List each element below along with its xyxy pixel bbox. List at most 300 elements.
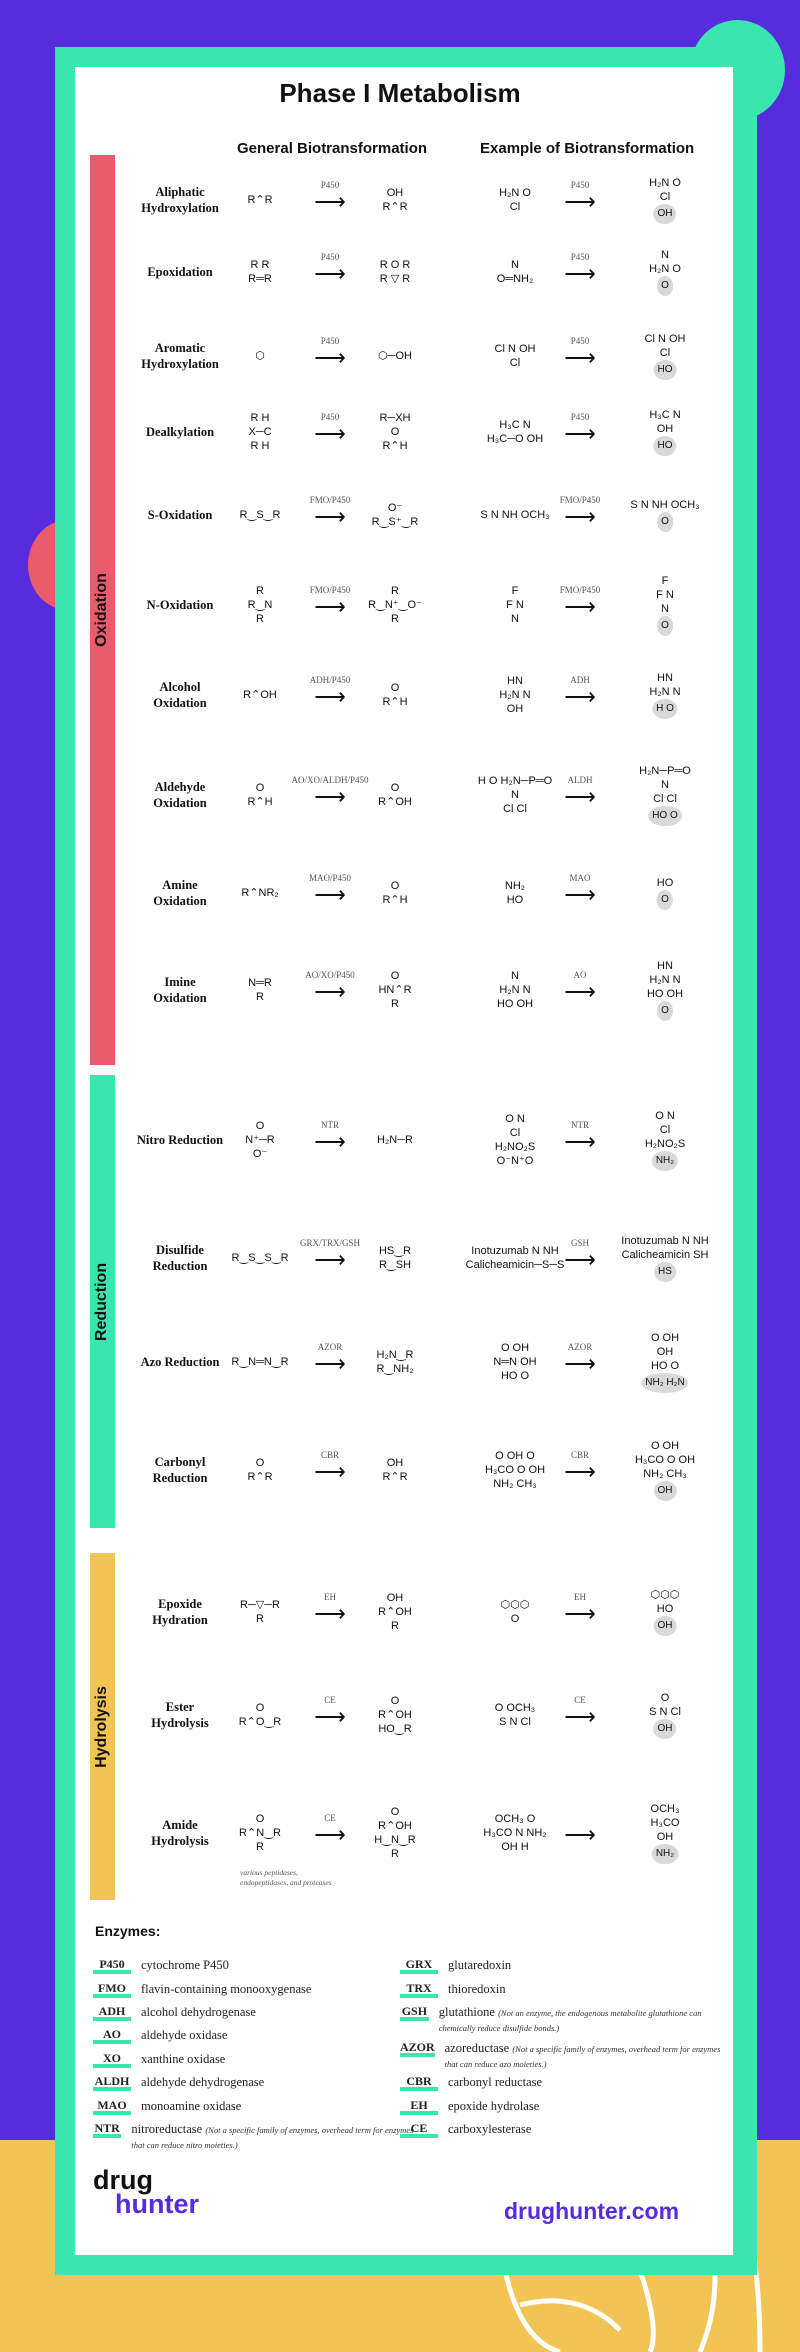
section-label-reduction: Reduction: [93, 1262, 110, 1341]
general-reactant-atom-label: R‿N: [247, 599, 273, 611]
reaction-arrow-icon: ⟶: [314, 261, 346, 286]
example-enzyme-label: P450: [570, 412, 590, 422]
example-product-labels: [657, 876, 674, 910]
example-product-atom-label: H₃C N: [649, 409, 681, 421]
example-product-atom-label: OH: [656, 423, 674, 435]
general-product-labels: [382, 1456, 407, 1484]
reaction-name-line: Carbonyl: [154, 1455, 206, 1469]
enzyme-description: [141, 1958, 229, 1973]
example-reactant-atom-label: OH H: [501, 1841, 529, 1853]
reaction-row: [115, 495, 725, 529]
example-product-atom-label: N: [661, 603, 669, 615]
example-reactant: [497, 969, 533, 1011]
example-enzyme-label: MAO: [569, 873, 591, 883]
reaction-arrow-icon: ⟶: [314, 684, 346, 709]
example-reactant-atom-label: H₃CO N NH₂: [483, 1827, 547, 1839]
general-product: [372, 501, 419, 529]
example-product: [630, 498, 699, 532]
enzyme-legend-item: [400, 1958, 730, 1974]
reaction-arrow-icon: ⟶: [564, 684, 596, 709]
enzyme-description: [141, 2075, 264, 2090]
reaction-arrow-icon: ⟶: [314, 345, 346, 370]
example-product-atom-label: H₃CO: [650, 1817, 680, 1829]
enzyme-name: thioredoxin: [448, 1982, 506, 1996]
general-product-atom-label: R‿N⁺‿O⁻: [368, 599, 422, 611]
general-product-labels: [378, 1591, 412, 1633]
general-product-labels: [377, 1348, 414, 1376]
highlighted-group: H O: [652, 699, 678, 719]
example-enzyme-label: AO: [573, 970, 587, 980]
reaction-name: [125, 340, 235, 372]
general-product: [382, 681, 407, 709]
general-product: [377, 1348, 414, 1376]
reaction-name: [125, 1454, 235, 1486]
enzyme-legend-item: [400, 1982, 730, 1998]
example-product-atom-label: OCH₃: [650, 1803, 680, 1815]
example-product-atom-label: S N Cl: [649, 1706, 681, 1718]
general-reactant-labels: [248, 584, 273, 626]
example-reactant-labels: [497, 969, 533, 1011]
reaction-name-line: Reduction: [152, 1471, 208, 1485]
general-reactant-atom-label: R⌃O‿R: [238, 1716, 282, 1728]
general-product-atom-label: O: [390, 970, 400, 982]
general-product-atom-label: R⌃R: [382, 201, 408, 213]
highlighted-group: HO O: [648, 806, 682, 826]
general-reactant: [248, 258, 272, 286]
example-reactant-atom-label: ⬡⬡⬡: [500, 1599, 530, 1611]
general-reactant-atom-label: N⁺─R: [245, 1134, 275, 1146]
reaction-row: [115, 1332, 725, 1388]
general-reactant: [248, 411, 271, 453]
reaction-arrow-icon: ⟶: [314, 594, 346, 619]
general-reactant: [255, 349, 265, 363]
general-product: [378, 1694, 412, 1736]
enzyme-note: [240, 1868, 332, 1888]
example-product: [651, 1588, 680, 1636]
general-reactant-atom-label: O: [255, 1457, 265, 1469]
reaction-name-line: Reduction: [152, 1259, 208, 1273]
highlighted-group: O: [657, 276, 673, 296]
reaction-arrow-icon: ⟶: [564, 1704, 596, 1729]
general-enzyme-label: ADH/P450: [309, 675, 351, 685]
reaction-name: [125, 1596, 235, 1628]
reaction-arrow-icon: ⟶: [314, 421, 346, 446]
reaction-arrow-icon: ⟶: [564, 1247, 596, 1272]
general-product-atom-label: HO‿R: [378, 1723, 412, 1735]
general-product-atom-label: O: [390, 1695, 400, 1707]
general-reactant: [240, 508, 281, 522]
general-reactant-labels: [239, 1812, 281, 1854]
example-reactant-labels: [506, 584, 524, 626]
general-product-atom-label: H₂N‿R: [376, 1349, 414, 1361]
column-header-example: Example of Biotransformation: [480, 140, 695, 157]
enzyme-abbreviation: ADH: [93, 2005, 131, 2021]
enzyme-legend-item: [93, 1958, 423, 1974]
example-product-atom-label: HN: [657, 672, 673, 684]
general-product-atom-label: R ▽ R: [379, 273, 411, 285]
example-product: [639, 764, 691, 826]
general-product-atom-label: R⌃OH: [378, 1606, 412, 1618]
page-title: Phase I Metabolism: [279, 78, 521, 108]
column-header-general: General Biotransformation: [237, 140, 428, 157]
highlighted-group: O: [657, 890, 673, 910]
general-product-atom-label: O: [390, 682, 400, 694]
general-product-atom-label: ⬡─OH: [378, 350, 412, 362]
note-line: various peptidases,: [240, 1868, 298, 1877]
example-reactant-atom-label: O OH O: [495, 1450, 535, 1462]
example-reactant-atom-label: S N Cl: [499, 1716, 531, 1728]
example-reactant-labels: [499, 186, 531, 214]
reaction-arrow-icon: ⟶: [314, 882, 346, 907]
highlighted-group: HS: [654, 1262, 676, 1282]
general-product-labels: [372, 501, 419, 529]
reaction-name-line: Dealkylation: [145, 425, 215, 439]
general-product-atom-label: OH: [386, 1457, 404, 1469]
general-reactant-atom-label: R⌃H: [247, 796, 273, 808]
enzyme-name: flavin-containing monooxygenase: [141, 1982, 312, 1996]
reaction-name-line: Epoxide: [158, 1597, 202, 1611]
enzyme-legend-item: [400, 2075, 730, 2091]
general-reactant: [239, 1701, 282, 1729]
general-product-labels: [382, 681, 407, 709]
general-product-atom-label: R‿NH₂: [376, 1363, 414, 1375]
enzyme-note: (Not a specific family of enzymes, overhead term for enzymes that can reduce azo moieties.): [444, 2044, 721, 2069]
general-reactant-labels: [241, 886, 278, 900]
example-reactant: [497, 258, 534, 286]
general-product-labels: [368, 584, 422, 626]
general-enzyme-label: CE: [324, 1813, 336, 1823]
section-label-oxidation: Oxidation: [93, 573, 110, 647]
example-product-atom-label: HN: [657, 960, 673, 972]
general-reactant: [231, 1355, 288, 1369]
general-reactant-labels: [243, 688, 277, 702]
example-product-labels: [649, 408, 680, 456]
reaction-arrow-icon: ⟶: [314, 784, 346, 809]
example-enzyme-label: AZOR: [567, 1342, 593, 1352]
reaction-arrow-icon: ⟶: [314, 1247, 346, 1272]
general-reactant: [245, 1119, 275, 1161]
general-reactant: [247, 193, 272, 207]
general-reactant-atom-label: R H: [250, 440, 270, 452]
example-enzyme-label: EH: [574, 1592, 586, 1602]
reaction-row: [115, 1235, 725, 1277]
general-reactant-atom-label: N═R: [248, 977, 272, 989]
reaction-name-line: Epoxidation: [147, 265, 213, 279]
general-enzyme-label: MAO/P450: [308, 873, 352, 883]
general-product-atom-label: R: [391, 998, 399, 1010]
enzyme-name: alcohol dehydrogenase: [141, 2005, 256, 2019]
general-product-labels: [378, 781, 412, 809]
reaction-name: [125, 1699, 235, 1731]
general-product: [378, 781, 412, 809]
general-product-atom-label: R⌃OH: [378, 1709, 412, 1721]
reaction-row: [115, 1589, 725, 1632]
example-reactant-labels: [478, 774, 552, 816]
example-product-labels: [630, 498, 699, 532]
example-reactant-atom-label: O OH: [500, 1342, 530, 1354]
example-reactant-atom-label: O: [510, 1613, 520, 1625]
enzyme-abbreviation: P450: [93, 1958, 131, 1974]
example-reactant-atom-label: NH₂ CH₃: [493, 1478, 537, 1490]
general-reactant-labels: [247, 781, 272, 809]
example-reactant-atom-label: H₃C N: [499, 419, 531, 431]
example-reactant-atom-label: HO OH: [496, 998, 534, 1010]
highlighted-group: O: [657, 512, 673, 532]
enzyme-name: glutaredoxin: [448, 1958, 512, 1972]
reaction-name-line: S-Oxidation: [147, 508, 213, 522]
example-reactant-labels: [505, 879, 525, 907]
enzyme-legend-item: [93, 2005, 423, 2021]
example-enzyme-label: NTR: [571, 1120, 589, 1130]
enzyme-name: carboxylesterase: [448, 2122, 532, 2136]
reaction-row: [115, 960, 725, 1016]
example-product-atom-label: Inotuzumab N NH: [621, 1235, 709, 1247]
example-product: [649, 248, 681, 296]
general-product: [368, 584, 422, 626]
reaction-name: [125, 1354, 235, 1370]
reaction-name-line: Disulfide: [156, 1243, 204, 1257]
reaction-arrow-icon: ⟶: [564, 979, 596, 1004]
reaction-arrow-icon: ⟶: [564, 882, 596, 907]
example-product-atom-label: H₂N─P═O: [639, 765, 691, 777]
general-reactant-atom-label: R⌃R: [247, 194, 273, 206]
reaction-arrow-icon: ⟶: [564, 189, 596, 214]
enzyme-name: xanthine oxidase: [141, 2052, 226, 2066]
general-product: [379, 411, 410, 453]
enzyme-abbreviation: GSH: [400, 2005, 429, 2021]
enzyme-abbreviation: NTR: [93, 2122, 121, 2138]
example-product-atom-label: HO: [656, 1603, 674, 1615]
example-reactant-atom-label: NH₂: [504, 880, 526, 892]
example-product-labels: [649, 176, 681, 224]
reaction-row: [115, 672, 725, 715]
example-product-labels: [649, 1691, 681, 1739]
example-reactant-labels: [487, 418, 543, 446]
general-reactant: [247, 781, 272, 809]
content-panel: [75, 67, 733, 2255]
general-reactant-atom-label: O: [255, 1120, 265, 1132]
general-reactant: [231, 1251, 288, 1265]
example-reactant-labels: [480, 508, 549, 522]
highlighted-group: O: [657, 616, 673, 636]
reaction-name: [125, 1242, 235, 1274]
example-product: [635, 1439, 695, 1501]
example-product-atom-label: Cl: [659, 1124, 671, 1136]
enzyme-legend-item: [93, 2075, 423, 2091]
example-product-atom-label: O OH: [650, 1332, 680, 1344]
highlighted-group: O: [657, 1001, 673, 1021]
highlighted-group: OH: [654, 204, 677, 224]
example-enzyme-label: ALDH: [567, 775, 593, 785]
general-reactant-atom-label: R: [256, 613, 264, 625]
highlighted-group: HO: [653, 360, 676, 380]
example-product: [651, 1802, 680, 1864]
reaction-name: [125, 679, 235, 711]
reaction-arrow-icon: ⟶: [314, 1601, 346, 1626]
general-product-atom-label: O⁻: [387, 502, 403, 514]
general-reactant: [248, 976, 272, 1004]
reaction-name-line: Hydrolysis: [151, 1834, 209, 1848]
reaction-arrow-icon: ⟶: [314, 504, 346, 529]
general-product: [382, 879, 407, 907]
general-product-labels: [378, 969, 411, 1011]
reaction-name-line: Oxidation: [153, 696, 207, 710]
enzyme-name: azoreductase: [444, 2041, 510, 2055]
enzymes-title: Enzymes:: [95, 1923, 161, 1939]
enzyme-abbreviation: XO: [93, 2052, 131, 2068]
highlighted-group: OH: [654, 1481, 677, 1501]
general-product: [374, 1805, 416, 1861]
enzyme-name: aldehyde oxidase: [141, 2028, 228, 2042]
general-enzyme-label: AZOR: [317, 1342, 343, 1352]
enzyme-description: [445, 2041, 730, 2071]
example-product-atom-label: HO: [656, 877, 674, 889]
enzyme-legend-item: [93, 2052, 423, 2068]
example-product-atom-label: O OH: [650, 1440, 680, 1452]
general-reactant: [243, 688, 277, 702]
example-reactant-atom-label: H₃CO O OH: [484, 1464, 546, 1476]
example-product: [641, 1331, 688, 1393]
reaction-name-line: Oxidation: [153, 796, 207, 810]
example-product-atom-label: NH₂ CH₃: [643, 1468, 687, 1480]
example-reactant-atom-label: N: [511, 259, 519, 271]
enzyme-abbreviation: TRX: [400, 1982, 438, 1998]
general-product: [382, 1456, 407, 1484]
example-reactant-atom-label: H₂N N: [499, 689, 531, 701]
enzyme-legend-item: [93, 1982, 423, 1998]
reaction-row: [115, 1440, 725, 1496]
website-link[interactable]: drughunter.com: [504, 2198, 680, 2224]
general-reactant-atom-label: R: [256, 1841, 264, 1853]
reaction-name: [125, 1132, 235, 1148]
general-reactant-labels: [248, 411, 271, 453]
general-reactant: [239, 1812, 281, 1854]
reaction-row: [115, 873, 725, 908]
example-enzyme-label: CE: [574, 1695, 586, 1705]
general-product-labels: [378, 349, 412, 363]
reaction-arrow-icon: ⟶: [564, 1459, 596, 1484]
general-enzyme-label: AO/XO/P450: [305, 970, 355, 980]
general-reactant-atom-label: R R: [250, 259, 270, 271]
enzyme-legend-item: [400, 2041, 730, 2071]
enzyme-abbreviation: AZOR: [400, 2041, 435, 2057]
reaction-name-line: Nitro Reduction: [136, 1133, 224, 1147]
example-product-labels: [645, 332, 686, 380]
example-reactant-atom-label: H₂NO₂S: [494, 1141, 536, 1153]
enzyme-legend-item: [400, 2099, 730, 2115]
enzyme-abbreviation: ALDH: [93, 2075, 131, 2091]
reaction-arrow-icon: ⟶: [314, 1351, 346, 1376]
general-reactant-atom-label: R⌃N‿R: [239, 1827, 281, 1839]
enzyme-abbreviation: CBR: [400, 2075, 438, 2091]
example-product-atom-label: O: [660, 1692, 670, 1704]
example-product-labels: [649, 248, 681, 296]
general-reactant-atom-label: R⌃NR₂: [241, 887, 279, 899]
example-product: [657, 876, 674, 910]
reaction-row: [115, 1692, 725, 1735]
example-product-labels: [641, 1331, 688, 1393]
general-product-atom-label: O: [390, 782, 400, 794]
general-product-labels: [382, 879, 407, 907]
example-reactant: [483, 1812, 546, 1854]
general-enzyme-label: FMO/P450: [309, 585, 351, 595]
general-reactant-atom-label: O⁻: [252, 1148, 268, 1160]
reaction-name-line: Aromatic: [154, 341, 206, 355]
highlighted-group: OH: [654, 1719, 677, 1739]
reaction-row: [115, 177, 725, 219]
enzyme-legend-item: [400, 2122, 730, 2138]
reaction-arrow-icon: ⟶: [564, 261, 596, 286]
general-enzyme-label: P450: [320, 412, 340, 422]
general-reactant-atom-label: O: [255, 1702, 265, 1714]
general-product-atom-label: O: [390, 426, 400, 438]
example-product-atom-label: O N: [655, 1110, 675, 1122]
example-product-atom-label: N: [661, 249, 669, 261]
example-enzyme-label: P450: [570, 252, 590, 262]
general-reactant: [248, 584, 273, 626]
general-reactant-atom-label: R‿N═N‿R: [231, 1356, 289, 1368]
example-enzyme-label: P450: [570, 336, 590, 346]
reaction-name-line: Azo Reduction: [140, 1355, 220, 1369]
enzyme-name: epoxide hydrolase: [448, 2099, 540, 2113]
example-reactant: [493, 1341, 536, 1383]
general-reactant-atom-label: O: [255, 1813, 265, 1825]
example-reactant-atom-label: OCH₃ O: [494, 1813, 536, 1825]
example-reactant-labels: [499, 674, 530, 716]
general-product-labels: [378, 1694, 412, 1736]
example-reactant-atom-label: H O H₂N─P═O: [477, 775, 553, 787]
example-product-atom-label: OH: [656, 1831, 674, 1843]
general-product-atom-label: H₂N─R: [377, 1134, 413, 1146]
general-reactant-atom-label: R═R: [248, 273, 272, 285]
section-label-hydrolysis: Hydrolysis: [93, 1685, 110, 1768]
example-reactant: [499, 186, 531, 214]
general-product-labels: [382, 186, 407, 214]
example-reactant-atom-label: H₂N O: [499, 187, 531, 199]
example-product-atom-label: H₂N O: [649, 263, 681, 275]
enzyme-description: [141, 2099, 241, 2114]
example-reactant: [495, 1112, 535, 1168]
general-product-atom-label: R⌃OH: [378, 796, 412, 808]
reaction-arrow-icon: ⟶: [314, 1459, 346, 1484]
example-product: [649, 1691, 681, 1739]
example-reactant-atom-label: O═NH₂: [496, 273, 534, 285]
example-product-atom-label: H₂N O: [649, 177, 681, 189]
highlighted-group: NH₂: [652, 1844, 678, 1864]
example-reactant-atom-label: HO O: [500, 1370, 530, 1382]
enzyme-description: [448, 2099, 539, 2114]
enzyme-legend-item: [93, 2099, 423, 2115]
example-enzyme-label: FMO/P450: [559, 495, 601, 505]
enzyme-name: aldehyde dehydrogenase: [141, 2075, 265, 2089]
reaction-name-line: Hydroxylation: [141, 201, 219, 215]
reaction-arrow-icon: ⟶: [314, 979, 346, 1004]
general-product: [378, 1591, 412, 1633]
general-product: [380, 258, 411, 286]
enzyme-name: glutathione: [438, 2005, 495, 2019]
example-product-labels: [651, 1802, 680, 1864]
general-reactant-labels: [240, 1598, 280, 1626]
general-product-atom-label: R O R: [379, 259, 411, 271]
example-product-atom-label: Cl: [659, 191, 671, 203]
general-enzyme-label: P450: [320, 180, 340, 190]
example-product-labels: [647, 959, 683, 1021]
example-reactant-labels: [495, 1701, 536, 1729]
general-product-atom-label: R: [391, 1848, 399, 1860]
enzyme-abbreviation: GRX: [400, 1958, 438, 1974]
general-product-atom-label: R‿S⁺‿R: [371, 516, 419, 528]
general-product-atom-label: OH: [386, 187, 404, 199]
